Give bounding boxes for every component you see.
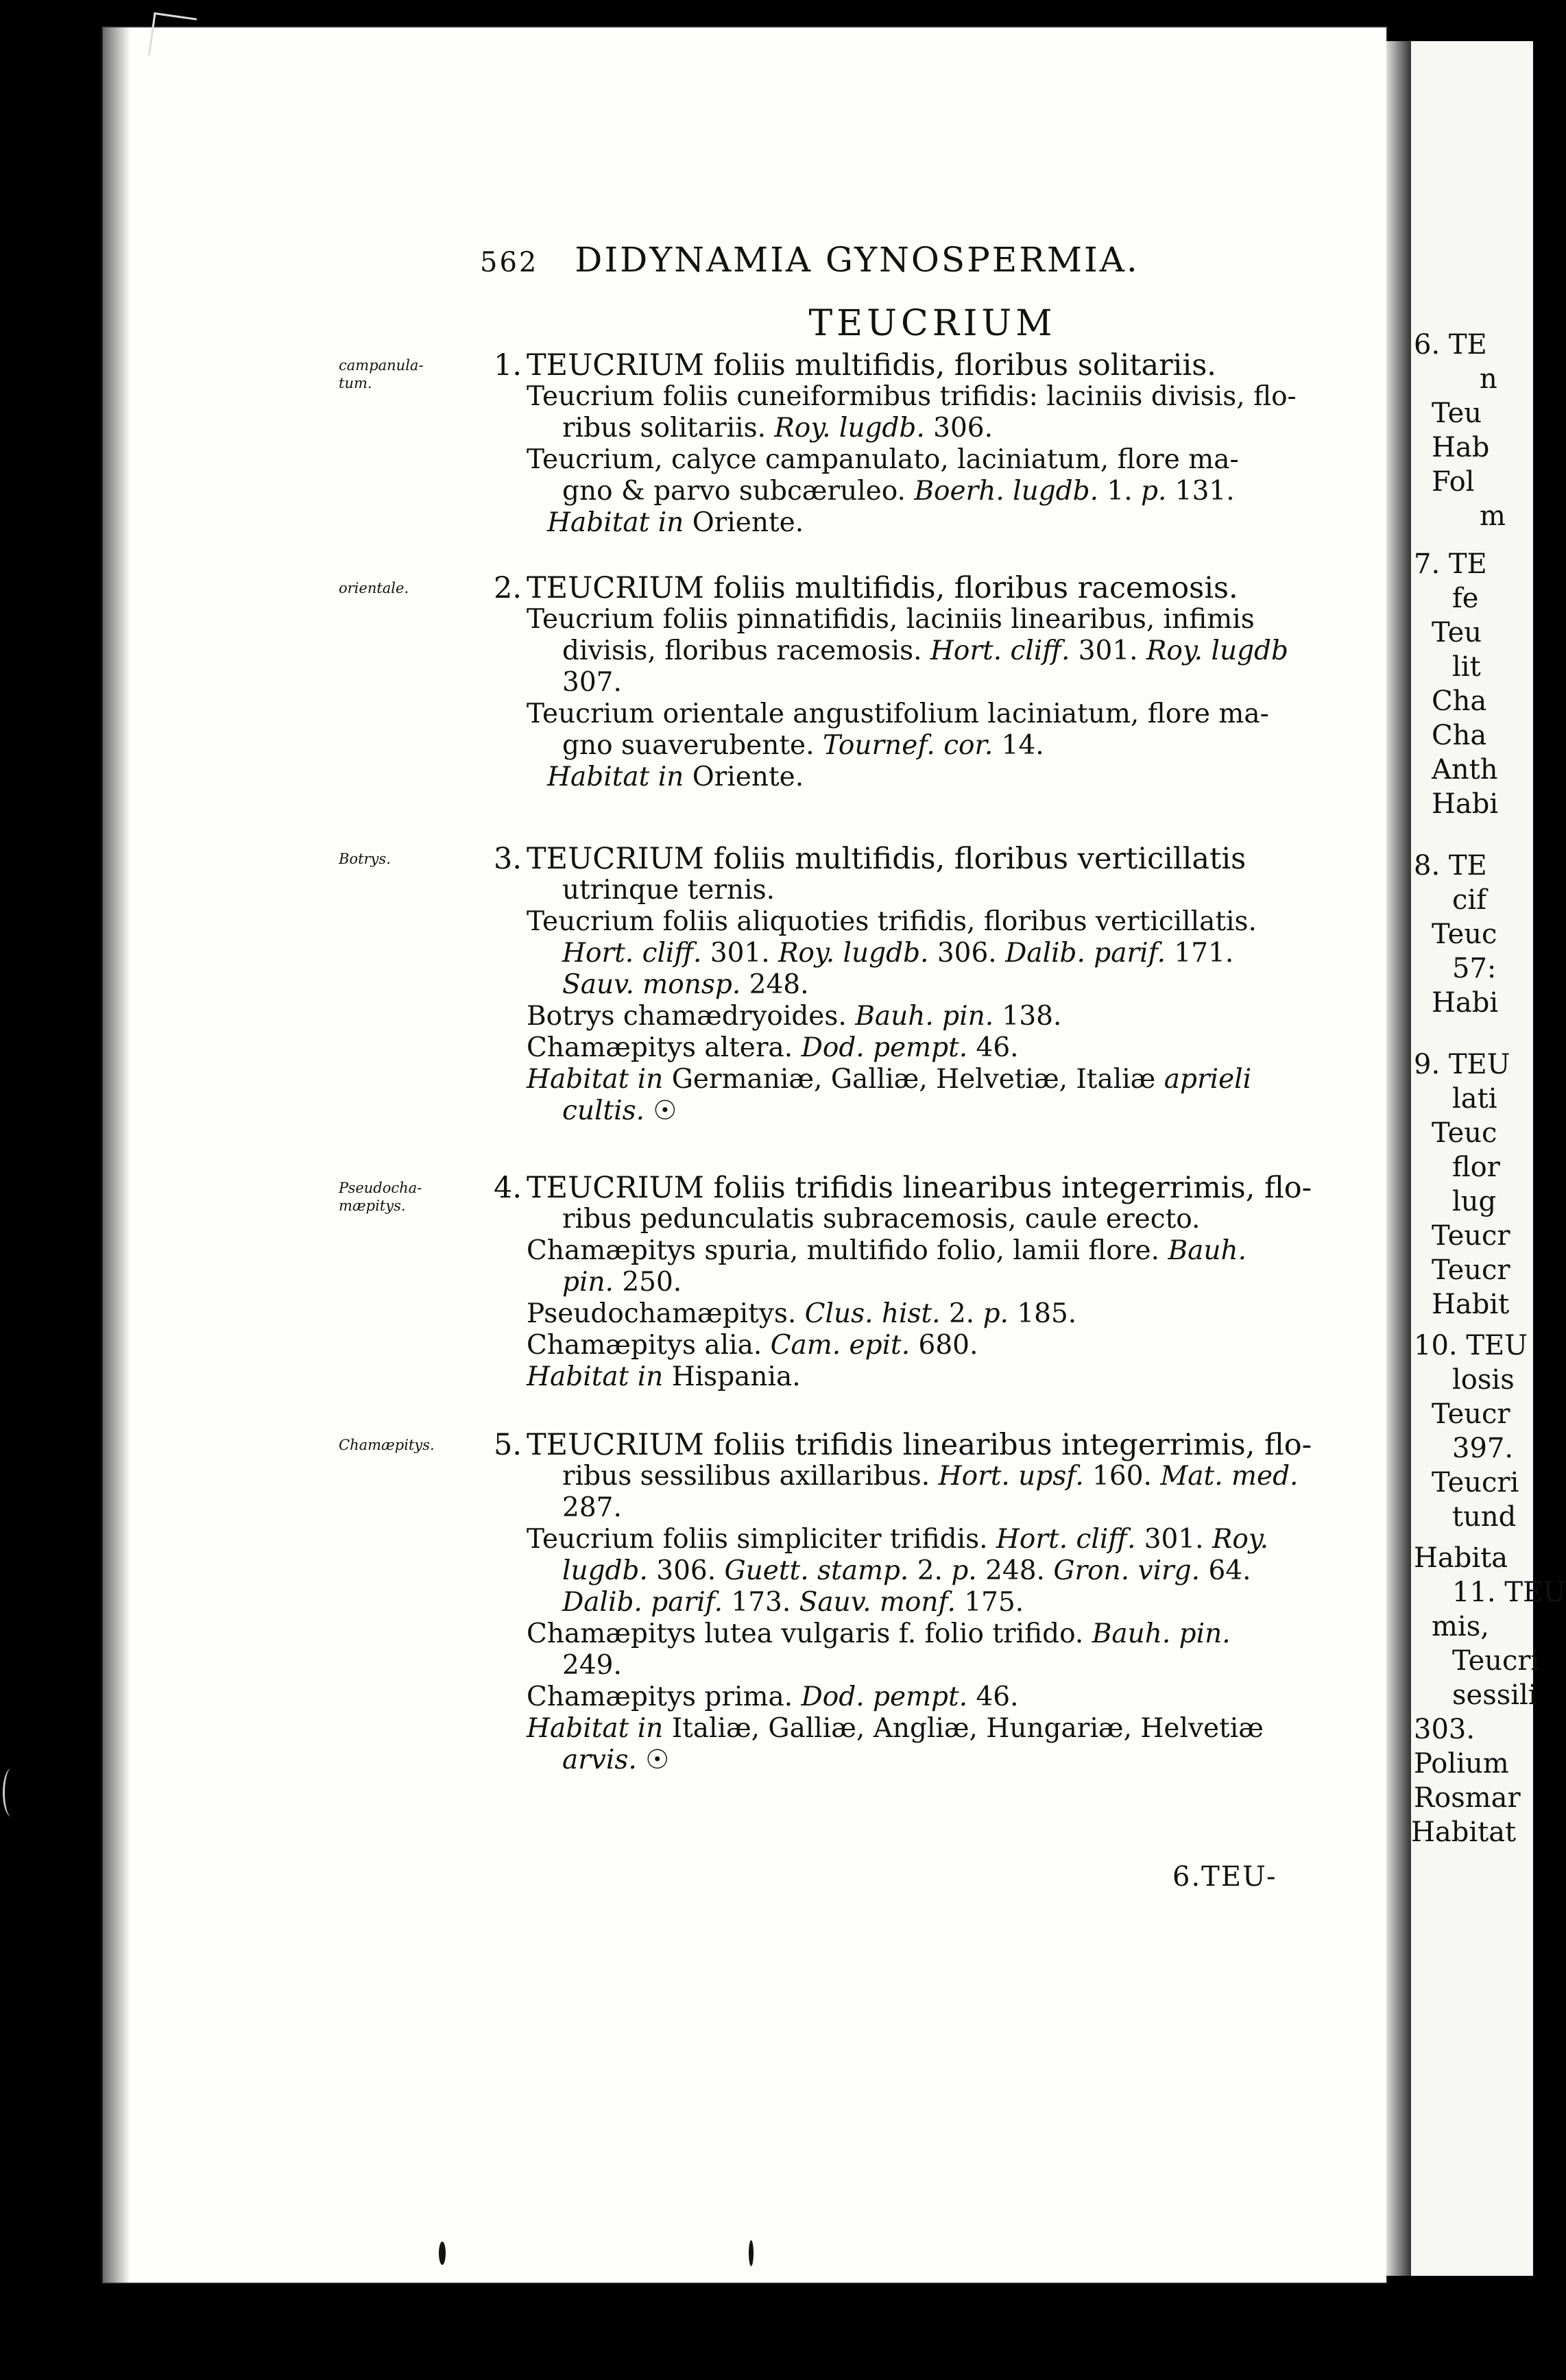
italic-citation: p.	[1141, 476, 1167, 507]
text-line	[494, 1681, 1337, 1713]
text-line	[494, 413, 1337, 444]
facing-page	[1411, 41, 1566, 2276]
text-line	[494, 381, 1337, 413]
italic-citation: Hort. cliff.	[562, 938, 702, 969]
text-line	[494, 1330, 1337, 1361]
running-header	[480, 240, 1193, 288]
section-title: DIDYNAMIA GYNOSPERMIA.	[575, 240, 1140, 280]
text-run: Oriente.	[684, 507, 804, 538]
text-run: 287.	[562, 1492, 622, 1523]
text-run: foliis multifidis, floribus solitariis.	[703, 348, 1216, 382]
text-line	[494, 1555, 1337, 1587]
facing-page-fragment: 303.	[1414, 1714, 1475, 1745]
entry-body	[494, 350, 1337, 539]
italic-citation: Guett. stamp.	[724, 1555, 909, 1586]
italic-citation: lugdb.	[562, 1555, 648, 1586]
text-line	[494, 1524, 1337, 1555]
text-run: ribus solitariis.	[562, 413, 775, 444]
book-gutter	[1386, 41, 1411, 2276]
italic-citation: pin.	[562, 1267, 614, 1298]
text-line	[494, 1713, 1337, 1745]
text-run: 307.	[562, 667, 622, 698]
marginal-species-name	[339, 1179, 490, 1215]
text-run: 249.	[562, 1650, 622, 1681]
facing-page-fragment: Rosmar	[1414, 1782, 1521, 1814]
text-run: Germaniæ, Galliæ, Helvetiæ, Italiæ	[663, 1064, 1164, 1095]
marginal-text: Pseudocha-	[339, 1180, 422, 1196]
text-run: foliis multifidis, floribus racemosis.	[703, 571, 1238, 605]
facing-page-fragment: Teucr	[1432, 1398, 1510, 1430]
italic-citation: Dod. pempt.	[801, 1032, 968, 1063]
text-run: ribus pedunculatis subracemosis, caule erecto.	[562, 1204, 1201, 1235]
text-run: Oriente.	[684, 762, 804, 792]
text-line	[494, 667, 1337, 699]
text-run: Chamæpitys lutea vulgaris f. folio trifido.	[527, 1618, 1092, 1649]
entry-body	[494, 1172, 1337, 1393]
facing-page-fragment: Teucr	[1432, 1220, 1510, 1252]
facing-page-fragment: Fol	[1432, 466, 1475, 498]
text-run: Teucrium foliis aliquoties trifidis, floribus verticillatis.	[527, 906, 1257, 937]
text-run: Chamæpitys altera.	[527, 1032, 802, 1063]
italic-citation: Dalib. parif.	[1005, 938, 1166, 969]
text-run: Italiæ, Galliæ, Angliæ, Hungariæ, Helvetiæ	[663, 1713, 1264, 1744]
text-line	[494, 938, 1337, 969]
text-line	[494, 1235, 1337, 1267]
text-run: Chamæpitys spuria, multifido folio, lamii flore.	[527, 1235, 1168, 1266]
text-run: 306.	[928, 938, 1006, 969]
text-run: foliis trifidis linearibus integerrimis, flo-	[703, 1171, 1312, 1205]
facing-page-fragment: 11. TEU	[1452, 1577, 1566, 1608]
facing-page-fragment: Teu	[1432, 617, 1482, 648]
facing-page-fragment: Teucri	[1432, 1467, 1519, 1498]
italic-citation: arvis.	[562, 1745, 637, 1775]
text-run: TEUCRIUM	[527, 348, 704, 382]
marginal-species-name	[339, 356, 490, 392]
facing-page-fragment: 397.	[1452, 1433, 1514, 1464]
italic-citation: p.	[951, 1555, 977, 1586]
facing-page-fragment: lit	[1452, 651, 1481, 683]
text-run: ☉	[636, 1745, 670, 1775]
marginal-text: tum.	[339, 375, 372, 391]
facing-page-fragment: Cha	[1432, 720, 1487, 751]
text-run: 306.	[647, 1555, 725, 1586]
text-run: 175.	[955, 1587, 1024, 1618]
text-run: TEUCRIUM	[527, 1171, 704, 1205]
facing-page-fragment: Anth	[1432, 754, 1498, 786]
text-run: 1.	[1098, 476, 1142, 507]
facing-page-fragment: Habitat	[1411, 1817, 1517, 1848]
text-run: utrinque ternis.	[562, 875, 775, 906]
marginal-text: campanula-	[339, 357, 424, 374]
italic-citation: Bauh. pin.	[1092, 1618, 1231, 1649]
facing-page-fragment: Habi	[1432, 987, 1499, 1019]
text-run: gno suaverubente.	[562, 730, 823, 761]
text-line	[494, 1032, 1337, 1064]
text-run: 301.	[1135, 1524, 1212, 1555]
italic-citation: Clus. hist.	[804, 1298, 941, 1329]
text-run: TEUCRIUM	[527, 842, 704, 876]
entry-number: 2.	[494, 571, 522, 605]
facing-page-fragment: Teucr	[1432, 1254, 1510, 1286]
text-run: TEUCRIUM	[527, 571, 704, 605]
italic-citation: p.	[983, 1298, 1009, 1329]
marginal-species-name	[339, 579, 490, 597]
text-line	[494, 969, 1337, 1001]
marginal-text: mæpitys.	[339, 1198, 406, 1214]
text-run: Teucrium foliis pinnatifidis, laciniis linearibus, infimis	[527, 604, 1255, 635]
text-run: 2.	[908, 1555, 952, 1586]
facing-page-fragment: 57:	[1452, 953, 1497, 984]
italic-citation: Tournef. cor.	[822, 730, 993, 761]
text-run: 131.	[1166, 476, 1235, 507]
text-run: foliis trifidis linearibus integerrimis, flo-	[703, 1428, 1312, 1462]
text-run: 301.	[701, 938, 779, 969]
text-line	[494, 604, 1337, 635]
entry-number: 4.	[494, 1171, 522, 1205]
text-run: 680.	[910, 1330, 978, 1361]
text-line	[494, 875, 1337, 906]
text-line	[494, 1267, 1337, 1298]
text-run: 248.	[740, 969, 809, 1000]
text-line	[494, 1361, 1337, 1393]
facing-page-fragment: 7. TE	[1414, 548, 1487, 580]
italic-citation: Boerh. lugdb.	[914, 476, 1099, 507]
text-run: 14.	[993, 730, 1044, 761]
text-run: 46.	[967, 1032, 1019, 1063]
marginal-text: orientale.	[339, 580, 409, 596]
marginal-species-name	[339, 1436, 490, 1454]
italic-citation: Roy. lugdb.	[778, 938, 929, 969]
italic-citation: Habitat in	[527, 1361, 664, 1392]
text-run: gno & parvo subcæruleo.	[562, 476, 915, 507]
facing-page-fragment: Habi	[1432, 788, 1499, 820]
italic-citation: Mat. med.	[1160, 1461, 1299, 1492]
facing-page-fragment: lug	[1452, 1186, 1497, 1217]
text-run: 64.	[1200, 1555, 1251, 1586]
text-run: Teucrium foliis simpliciter trifidis.	[527, 1524, 996, 1555]
italic-citation: Hort. upsf.	[938, 1461, 1084, 1492]
text-line	[494, 476, 1337, 507]
marginal-text: Chamæpitys.	[339, 1437, 435, 1453]
italic-citation: Bauh.	[1168, 1235, 1246, 1266]
diagnosis-line	[494, 572, 1337, 604]
text-run: 138.	[993, 1001, 1062, 1032]
page-edge-shadow	[103, 27, 130, 2283]
text-run: 160.	[1083, 1461, 1161, 1492]
text-line	[494, 1461, 1337, 1492]
diagnosis-line	[494, 1429, 1337, 1461]
text-run: Teucrium orientale angustifolium laciniatum, flore ma-	[527, 699, 1269, 729]
text-run: foliis multifidis, floribus verticillatis	[703, 842, 1246, 876]
facing-page-fragment: tund	[1452, 1501, 1517, 1533]
facing-page-fragment: 10. TEU	[1414, 1330, 1528, 1361]
italic-citation: Hort. cliff.	[930, 635, 1070, 666]
text-run: 301.	[1070, 635, 1146, 666]
text-run: 173.	[723, 1587, 799, 1618]
text-line	[494, 1204, 1337, 1235]
text-line	[494, 507, 1337, 539]
text-line	[494, 1618, 1337, 1650]
text-run: 250.	[613, 1267, 682, 1298]
facing-page-fragment: Cha	[1432, 685, 1487, 717]
page-number: 562	[480, 247, 539, 278]
text-line	[494, 762, 1337, 793]
text-line	[494, 1095, 1337, 1127]
facing-page-fragment: sessili	[1452, 1679, 1537, 1711]
text-run: TEUCRIUM	[527, 1428, 704, 1462]
text-line	[494, 1064, 1337, 1095]
text-run: Hispania.	[663, 1361, 801, 1392]
text-line	[494, 1745, 1337, 1776]
diagnosis-line	[494, 350, 1337, 381]
genus-heading: TEUCRIUM	[808, 303, 1057, 344]
page-corner-fold	[148, 12, 197, 61]
italic-citation: Roy. lugdb.	[774, 413, 925, 444]
text-line	[494, 1492, 1337, 1524]
text-run: 46.	[967, 1681, 1019, 1712]
text-run: Pseudochamæpitys.	[527, 1298, 805, 1329]
marginal-text: Botrys.	[339, 851, 391, 867]
text-line	[494, 1650, 1337, 1681]
facing-page-fragment: cif	[1452, 884, 1486, 916]
text-line	[494, 730, 1337, 762]
italic-citation: Sauv. monsp.	[562, 969, 741, 1000]
facing-page-fragment: Teu	[1432, 398, 1482, 429]
text-run: Teucrium foliis cuneiformibus trifidis: laciniis divisis, flo-	[527, 381, 1297, 412]
diagnosis-line	[494, 1172, 1337, 1204]
ink-speck	[439, 2242, 446, 2265]
facing-page-fragment: 9. TEU	[1414, 1049, 1510, 1080]
text-line	[494, 635, 1337, 667]
text-line	[494, 699, 1337, 730]
text-run: Chamæpitys alia.	[527, 1330, 771, 1361]
facing-page-fragment: Polium	[1414, 1748, 1509, 1780]
italic-citation: Dod. pempt.	[801, 1681, 968, 1712]
text-line	[494, 1001, 1337, 1032]
facing-page-fragment: lati	[1452, 1083, 1497, 1115]
entry-body	[494, 1429, 1337, 1776]
text-line	[494, 1587, 1337, 1618]
italic-citation: aprieli	[1164, 1064, 1252, 1095]
text-run: Chamæpitys prima.	[527, 1681, 802, 1712]
entry-number: 5.	[494, 1428, 522, 1462]
italic-citation: Hort. cliff.	[996, 1524, 1136, 1555]
facing-page-fragment: 6. TE	[1414, 329, 1487, 361]
text-run: 185.	[1008, 1298, 1077, 1329]
text-line	[494, 444, 1337, 476]
italic-citation: Habitat in	[527, 1064, 664, 1095]
scan-edge-mark	[3, 1769, 20, 1817]
facing-page-fragment: flor	[1452, 1152, 1500, 1183]
facing-page-fragment: Habit	[1432, 1289, 1510, 1320]
text-run: ☉	[645, 1095, 677, 1126]
text-run: divisis, floribus racemosis.	[562, 635, 930, 666]
italic-citation: Cam. epit.	[770, 1330, 911, 1361]
text-run: 306.	[924, 413, 993, 444]
facing-page-fragment: Habita	[1414, 1542, 1508, 1574]
ink-speck	[749, 2240, 754, 2266]
facing-page-fragment: m	[1480, 500, 1506, 532]
italic-citation: Dalib. parif.	[562, 1587, 723, 1618]
italic-citation: Gron. virg.	[1053, 1555, 1201, 1586]
facing-page-fragment: Teucri	[1452, 1645, 1540, 1677]
text-run: Teucrium, calyce campanulato, laciniatum, flore ma-	[527, 444, 1239, 475]
facing-page-fragment: Teuc	[1432, 1117, 1497, 1149]
facing-page-fragment: Teuc	[1432, 919, 1497, 950]
italic-citation: Bauh. pin.	[855, 1001, 994, 1032]
facing-page-fragment: fe	[1452, 583, 1479, 614]
text-run: ribus sessilibus axillaribus.	[562, 1461, 939, 1492]
diagnosis-line	[494, 843, 1337, 875]
entry-body	[494, 572, 1337, 793]
marginal-species-name	[339, 850, 490, 868]
italic-citation: Roy. lugdb	[1146, 635, 1288, 666]
entry-number: 3.	[494, 842, 522, 876]
entry-number: 1.	[494, 348, 522, 382]
text-run: Botrys chamædryoides.	[527, 1001, 856, 1032]
facing-page-fragment: 8. TE	[1414, 850, 1487, 882]
facing-page-fragment: mis,	[1432, 1611, 1489, 1642]
catchword: 6.TEU-	[1172, 1861, 1277, 1893]
italic-citation: Habitat in	[547, 762, 684, 792]
facing-page-fragment: Hab	[1432, 432, 1490, 463]
text-run: 171.	[1166, 938, 1234, 969]
text-line	[494, 906, 1337, 938]
italic-citation: Habitat in	[527, 1713, 664, 1744]
facing-page-fragment: n	[1480, 363, 1497, 395]
italic-citation: Habitat in	[547, 507, 684, 538]
facing-page-fragment: losis	[1452, 1364, 1515, 1396]
entry-body	[494, 843, 1337, 1127]
text-run: 248.	[976, 1555, 1054, 1586]
italic-citation: Roy.	[1212, 1524, 1269, 1555]
italic-citation: Sauv. monf.	[799, 1587, 956, 1618]
italic-citation: cultis.	[562, 1095, 645, 1126]
text-run: 2.	[940, 1298, 983, 1329]
text-line	[494, 1298, 1337, 1330]
